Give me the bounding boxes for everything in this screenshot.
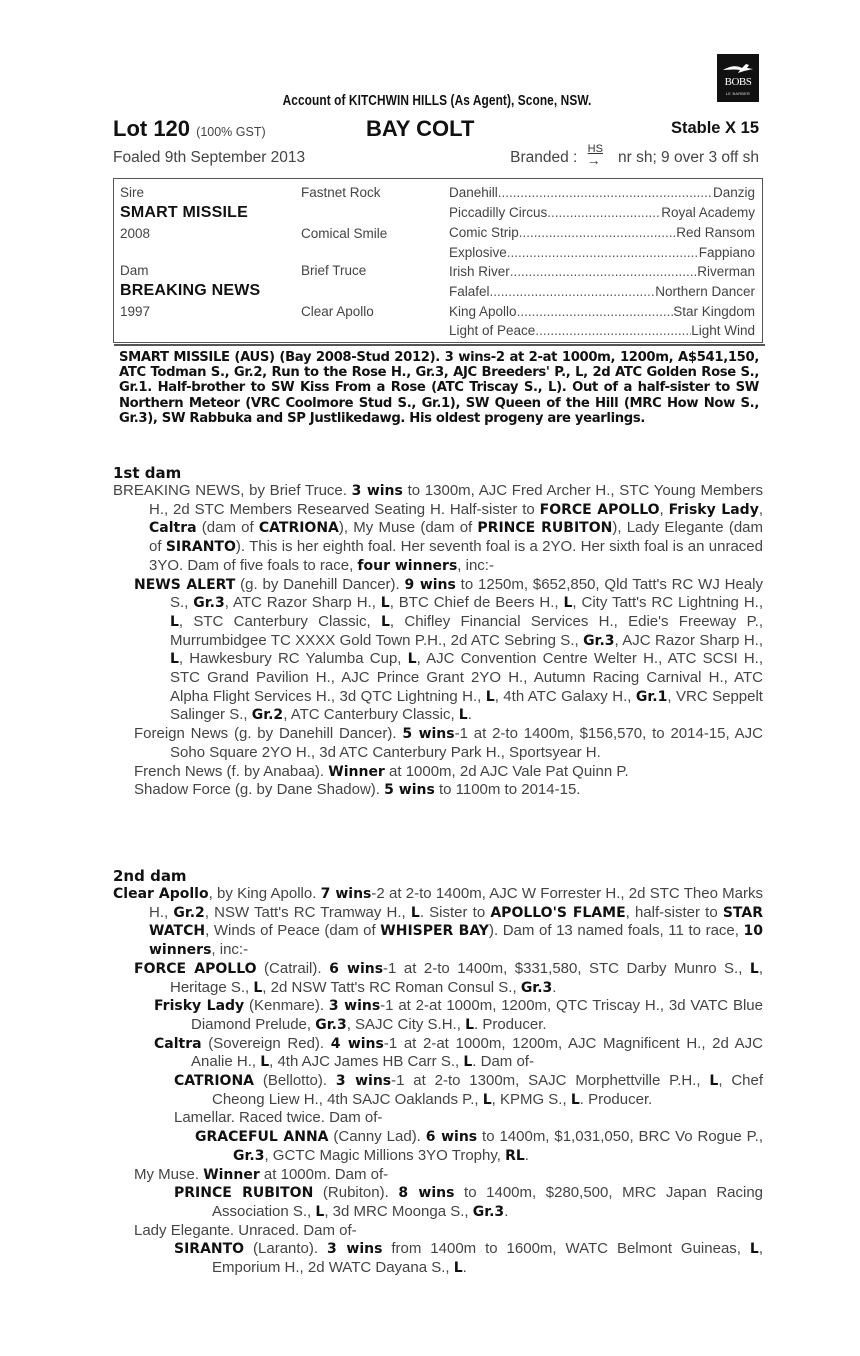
great-grandparent-row — [449, 225, 755, 240]
second-dam-section — [113, 867, 763, 1278]
bold-text-run: L — [458, 707, 468, 724]
second-dam-title: 2nd dam — [113, 867, 187, 885]
text-run: , VRC Seppelt Salinger S., — [170, 687, 763, 724]
bold-text-run: PRINCE RUBITON — [477, 520, 613, 537]
foaled-date: Foaled 9th September 2013 — [113, 149, 306, 166]
great-grandparent-row — [449, 185, 755, 200]
text-run: . — [467, 706, 472, 724]
race-record-paragraph — [113, 1128, 763, 1165]
text-run: , half-sister to — [625, 903, 723, 921]
text-run: -2 at 2-to 1400m, AJC W Forrester H., 2d STC Theo Marks H., — [149, 885, 763, 921]
sire-label: Sire — [120, 185, 145, 200]
gst-note: (100% GST) — [196, 125, 266, 139]
race-record-paragraph — [113, 482, 763, 576]
bold-text-run: 3 wins — [328, 998, 381, 1015]
text-run: ), My Muse (dam of — [338, 519, 478, 537]
text-run: ). This is her eighth foal. Her seventh foal is a 2YO. Her sixth foal is an unraced 3YO. Dam of five foals to race, — [149, 538, 763, 574]
bold-text-run: FORCE APOLLO — [539, 501, 660, 518]
bobs-logo — [717, 54, 759, 102]
text-run: , by King Apollo. — [208, 885, 321, 902]
bold-text-run: Gr.2 — [173, 904, 205, 921]
text-run: , AJC Convention Centre Welter H., ATC SCSI H., STC Grand Pavilion H., AJC Prince Grant 2YO H., Autumn Racing Carnival H., ATC Alpha Flight Services H., 3d QTC Lightning H., — [170, 650, 764, 705]
bold-text-run: L — [709, 1073, 719, 1090]
text-run: , Winds of Peace (dam of — [205, 922, 381, 940]
bold-text-run: Frisky Lady — [154, 998, 245, 1015]
bold-text-run: 6 wins — [425, 1129, 478, 1146]
bold-text-run: PRINCE RUBITON — [174, 1185, 314, 1202]
foaled-row — [113, 143, 759, 171]
text-run: to 1250m, $652,850, Qld Tatt's RC WJ Healy S., — [170, 575, 763, 612]
text-run: . Sister to — [419, 903, 491, 921]
text-run: -1 at 2-to 1400m, $156,570, to 2014-15, AJC Soho Square 2YO H., 3d ATC Canterbury Park H., Sportsyear H. — [170, 725, 763, 761]
bold-text-run: WHISPER BAY — [380, 923, 489, 940]
race-record-paragraph — [113, 1240, 763, 1277]
text-run: Lamellar. Raced twice. Dam of- — [174, 1109, 383, 1127]
bold-text-run: 5 wins — [402, 726, 455, 743]
text-run: Foreign News (g. by Danehill Dancer). — [134, 725, 403, 743]
text-run: , — [659, 500, 669, 518]
race-record-paragraph — [113, 885, 763, 960]
bold-text-run: 3 wins — [335, 1073, 392, 1090]
bold-text-run: APOLLO'S FLAME — [490, 904, 626, 921]
grandsire-maternal: Brief Truce — [301, 263, 367, 278]
text-run: -1 at 2-to 1300m, SAJC Morphettville P.H., — [391, 1072, 710, 1090]
text-run: -1 at 2-at 1000m, 1200m, AJC Magnificent H., 2d AJC Analie H., — [191, 1034, 763, 1071]
bold-text-run: Gr.3 — [315, 1016, 347, 1033]
lot-label: Lot 120 — [113, 116, 191, 141]
text-run: , — [758, 500, 763, 518]
text-run: . — [552, 978, 557, 996]
text-run: (Rubiton). — [313, 1184, 399, 1202]
brand-mark-icon — [586, 143, 608, 168]
race-record-paragraph — [113, 1072, 763, 1109]
text-run: ). Dam of 13 named foals, 11 to race, — [488, 922, 744, 940]
bold-text-run: Gr.3 — [193, 595, 225, 612]
great-grandparent-row — [449, 304, 755, 319]
bold-text-run: L — [749, 960, 759, 977]
text-run: My Muse. — [134, 1165, 204, 1183]
ggp-right: Royal Academy — [661, 205, 755, 220]
bold-text-run: Gr.3 — [233, 1147, 265, 1164]
great-grandparent-row — [449, 205, 755, 220]
text-run: at 1000m, 2d AJC Vale Pat Quinn P. — [384, 762, 629, 780]
bold-text-run: 5 wins — [384, 782, 435, 799]
text-run: to 1100m to 2014-15. — [434, 781, 581, 799]
bold-text-run: 3 wins — [327, 1241, 383, 1258]
bold-text-run: L — [315, 1203, 325, 1220]
sire-summary: SMART MISSILE (AUS) (Bay 2008-Stud 2012). 3 wins-2 at 2-at 1000m, 1200m, A$541,150, ATC Todman S., Gr.2, Run to the Rose H., Gr.3, AJC Breeders' P., L, 2d ATC Golden Rose S., Gr.1. Half-brother to SW Kiss From a Rose (ATC Triscay S., L). Out of a half-sister to SW Northern Meteor (VRC Coolmore Stud S., Gr.1), SW Queen of the Hill (MRC How Now S., Gr.3), SW Rabbuka and SP Justlikedawg. His oldest progeny are yearlings. — [119, 350, 759, 426]
text-run: , Hawkesbury RC Yalumba Cup, — [178, 650, 408, 668]
great-grandparent-row — [449, 245, 755, 260]
text-run: . — [524, 1146, 529, 1164]
race-record-paragraph — [113, 1035, 763, 1072]
text-run: , 4th ATC Galaxy H., — [494, 687, 636, 705]
bold-text-run: four winners — [357, 557, 458, 574]
dam-label: Dam — [120, 263, 149, 278]
ggp-left: King Apollo — [449, 304, 517, 319]
brand-mark-letters: HS — [587, 143, 603, 155]
bold-text-run: L — [463, 1054, 473, 1071]
vendor-account: Account of KITCHWIN HILLS (As Agent), Scone, NSW. — [282, 93, 592, 109]
ggp-right: Light Wind — [691, 323, 755, 338]
text-run: , KPMG S., — [491, 1090, 571, 1108]
text-run: (Canny Lad). — [328, 1128, 426, 1146]
bold-text-run: Caltra — [154, 1035, 202, 1052]
race-record-paragraph — [113, 725, 763, 762]
sire-name: SMART MISSILE — [120, 204, 248, 221]
bold-text-run: L — [482, 1091, 492, 1108]
race-record-paragraph — [113, 1184, 763, 1221]
bold-text-run: 4 wins — [330, 1035, 384, 1052]
text-run: , NSW Tatt's RC Tramway H., — [204, 903, 411, 921]
bold-text-run: 7 wins — [320, 886, 372, 902]
text-run: , City Tatt's RC Lightning H., — [572, 594, 763, 612]
bold-text-run: L — [380, 595, 390, 612]
text-run: , ATC Canterbury Classic, — [283, 706, 459, 724]
ggp-right: Red Ransom — [676, 225, 755, 240]
ggp-left: Danehill — [449, 185, 498, 200]
text-run: to 1400m, $280,500, MRC Japan Racing Association S., — [212, 1184, 764, 1220]
ggp-right: Star Kingdom — [673, 304, 755, 319]
granddam-paternal: Comical Smile — [301, 226, 388, 241]
bold-text-run: Gr.2 — [251, 707, 284, 724]
bold-text-run: CATRIONA — [258, 520, 339, 537]
bold-text-run: L — [485, 688, 495, 705]
text-run: . — [504, 1202, 509, 1220]
race-record-paragraph — [113, 1166, 763, 1185]
branded-label: Branded : — [510, 149, 578, 166]
ggp-right: Northern Dancer — [655, 284, 755, 299]
bold-text-run: L — [563, 595, 573, 612]
text-run: . Producer. — [579, 1090, 653, 1108]
first-dam-body — [113, 482, 763, 800]
text-run: , Chef Cheong Liew H., 4th SAJC Oaklands P., — [212, 1072, 763, 1108]
lot-number — [113, 116, 266, 142]
bold-text-run: L — [465, 1016, 474, 1033]
text-run: -1 at 2-at 1000m, 1200m, QTC Triscay H., 3d VATC Blue Diamond Prelude, — [191, 997, 763, 1033]
text-run: -1 at 2-to 1400m, $331,580, STC Darby Munro S., — [383, 959, 750, 977]
bold-text-run: Frisky Lady — [668, 501, 759, 518]
text-run: , SAJC City S.H., — [346, 1015, 466, 1033]
ggp-left: Light of Peace — [449, 323, 536, 338]
race-record-paragraph — [113, 1109, 763, 1128]
bold-text-run: STAR WATCH — [149, 904, 763, 940]
bold-text-run: GRACEFUL ANNA — [195, 1129, 329, 1146]
text-run: ), Lady Elegante (dam of — [149, 519, 764, 556]
logo-name: BOBS — [724, 76, 752, 88]
bold-text-run: L — [170, 613, 179, 630]
grandsire-paternal: Fastnet Rock — [301, 185, 381, 200]
bold-text-run: RL — [505, 1147, 525, 1164]
great-grandparent-row — [449, 323, 755, 338]
race-record-paragraph — [113, 997, 763, 1034]
second-dam-body — [113, 885, 763, 1278]
text-run: , BTC Chief de Beers H., — [389, 594, 564, 612]
bold-text-run: L — [749, 1241, 759, 1258]
text-run: , 2d NSW Tatt's RC Roman Consul S., — [262, 978, 521, 996]
text-run: , ATC Razor Sharp H., — [224, 594, 381, 612]
bold-text-run: SIRANTO — [174, 1241, 245, 1258]
text-run: , 3d MRC Moonga S., — [324, 1202, 473, 1220]
bold-text-run: NEWS ALERT — [134, 576, 236, 593]
bold-text-run: SIRANTO — [165, 539, 236, 556]
text-run: . — [462, 1259, 467, 1277]
bold-text-run: Gr.3 — [583, 632, 615, 649]
bird-logo-icon — [722, 62, 754, 74]
ggp-left: Piccadilly Circus — [449, 205, 548, 220]
text-run: (Catrail). — [256, 959, 330, 977]
ggp-left: Comic Strip — [449, 225, 519, 240]
bold-text-run: L — [407, 651, 417, 668]
race-record-paragraph — [113, 960, 763, 997]
text-run: to 1300m, AJC Fred Archer H., STC Young Members H., 2d STC Members Researved Seating H. Half-sister to — [149, 482, 763, 518]
dam-name: BREAKING NEWS — [120, 282, 261, 299]
text-run: (Bellotto). — [254, 1072, 336, 1090]
text-run: (Kenmare). — [244, 997, 329, 1015]
ggp-right: Riverman — [697, 264, 755, 279]
text-run: from 1400m to 1600m, WATC Belmont Guineas, — [382, 1240, 750, 1258]
bold-text-run: Caltra — [149, 520, 197, 537]
granddam-maternal: Clear Apollo — [301, 304, 374, 319]
horse-sex-colour: BAY COLT — [366, 116, 475, 141]
text-run: at 1000m. Dam of- — [259, 1165, 389, 1183]
bold-text-run: Gr.1 — [635, 688, 668, 705]
text-run: , 4th AJC James HB Carr S., — [269, 1053, 464, 1071]
lot-row — [113, 116, 759, 144]
bold-text-run: 3 wins — [351, 483, 403, 499]
sire-year: 2008 — [120, 226, 151, 241]
race-record-paragraph — [113, 781, 763, 800]
race-record-paragraph — [113, 1222, 763, 1241]
bold-text-run: 6 wins — [329, 960, 384, 977]
ggp-left: Irish River — [449, 264, 510, 279]
text-run: . Dam of- — [472, 1053, 534, 1071]
ggp-right: Danzig — [712, 185, 755, 200]
bold-text-run: 10 winners — [149, 923, 764, 959]
bold-text-run: 9 wins — [404, 576, 456, 593]
text-run: , Emporium H., 2d WATC Dayana S., — [212, 1240, 763, 1277]
ggp-left: Explosive — [449, 245, 507, 260]
text-run: to 1400m, $1,031,050, BRC Vo Rogue P., — [477, 1128, 763, 1146]
brand-mark-arrow: → — [586, 152, 601, 168]
bold-text-run: L — [570, 1091, 580, 1108]
text-run: Shadow Force (g. by Dane Shadow). — [134, 781, 385, 799]
ggp-right: Fappiano — [698, 245, 755, 260]
bold-text-run: L — [260, 1054, 270, 1071]
text-run: , Chifley Financial Services H., Edie's Freeway P., Murrumbidgee TC XXXX Gold Town P.H., 2d ATC Sebring S., — [170, 612, 764, 649]
bold-text-run: L — [170, 651, 179, 668]
text-run: (g. by Danehill Dancer). — [235, 575, 405, 593]
logo-subtitle: LE BARBER — [725, 91, 751, 96]
bold-text-run: L — [253, 979, 263, 996]
bold-text-run: Gr.3 — [520, 979, 553, 996]
text-run: (Sovereign Red). — [201, 1034, 331, 1052]
dam-year: 1997 — [120, 304, 151, 319]
bold-text-run: FORCE APOLLO — [134, 960, 257, 977]
branded-text: nr sh; 9 over 3 off sh — [617, 149, 759, 166]
first-dam-section — [113, 464, 763, 800]
race-record-paragraph — [113, 576, 763, 726]
great-grandparent-row — [449, 264, 755, 279]
text-run: . Producer. — [473, 1015, 547, 1033]
bold-text-run: CATRIONA — [174, 1073, 255, 1090]
text-run: , inc:- — [457, 556, 494, 574]
bold-text-run: L — [410, 904, 420, 921]
text-run: (Laranto). — [244, 1240, 327, 1258]
bold-text-run: Winner — [328, 763, 385, 780]
text-run: , GCTC Magic Millions 3YO Trophy, — [264, 1146, 506, 1164]
text-run: , AJC Razor Sharp H., — [614, 631, 764, 649]
bold-text-run: L — [380, 613, 390, 630]
text-run: Lady Elegante. Unraced. Dam of- — [134, 1221, 357, 1239]
bold-text-run: 8 wins — [398, 1185, 455, 1202]
ggp-left: Falafel — [449, 284, 490, 299]
bold-text-run: L — [453, 1260, 463, 1277]
text-run: (dam of — [196, 519, 259, 537]
race-record-paragraph — [113, 763, 763, 782]
brand-info — [510, 143, 759, 168]
text-run: , Heritage S., — [170, 959, 763, 996]
text-run: French News (f. by Anabaa). — [134, 762, 329, 780]
text-run: , inc:- — [211, 941, 249, 959]
bold-text-run: Winner — [203, 1166, 260, 1183]
first-dam-title: 1st dam — [113, 464, 182, 482]
great-grandparent-row — [449, 284, 755, 299]
pedigree-table — [113, 178, 763, 343]
bold-text-run: Clear Apollo — [113, 886, 209, 902]
stable-location: Stable X 15 — [670, 119, 759, 137]
text-run: , STC Canterbury Classic, — [178, 612, 381, 630]
bold-text-run: Gr.3 — [472, 1203, 505, 1220]
text-run: BREAKING NEWS, by Brief Truce. — [113, 482, 352, 499]
